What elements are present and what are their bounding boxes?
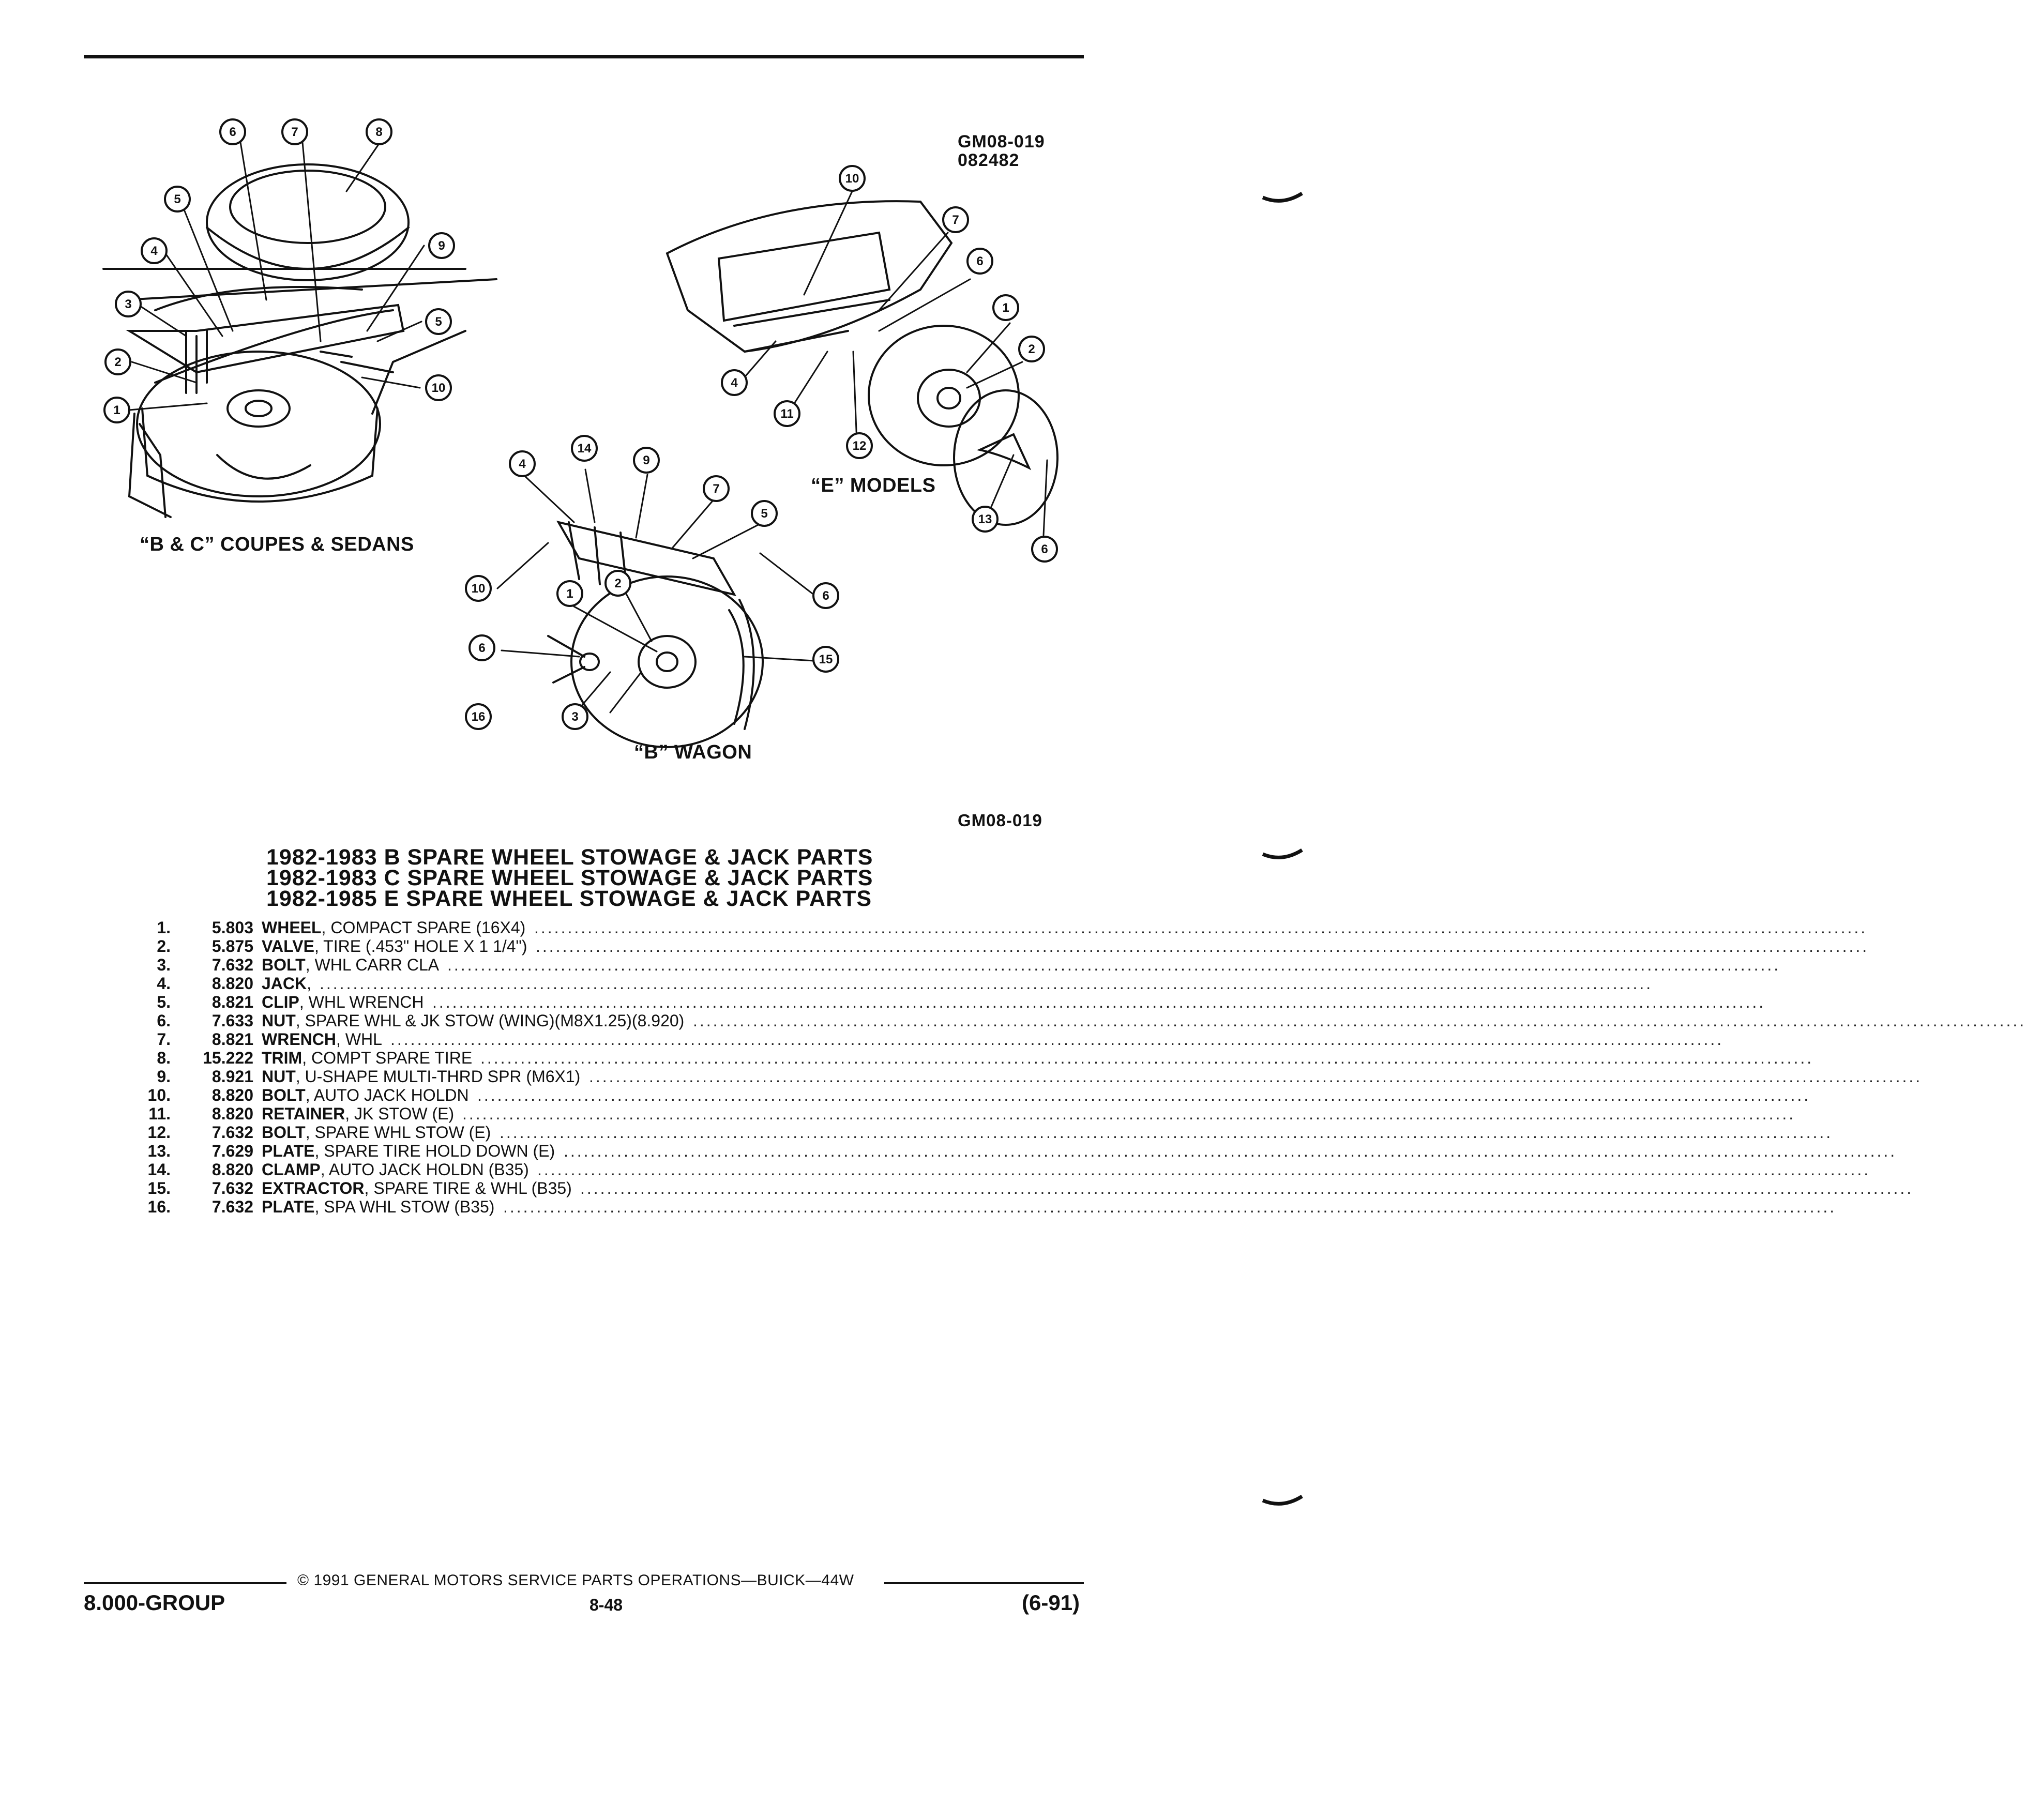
revision-date: (6-91) — [1022, 1590, 1080, 1615]
svg-text:2: 2 — [1028, 342, 1035, 356]
part-group: 5.875 — [211, 937, 253, 956]
part-detail: , SPA WHL STOW (B35) — [314, 1197, 495, 1216]
parts-titles — [266, 847, 873, 909]
part-row — [109, 1160, 1871, 1179]
label-b-wagon: “B” WAGON — [634, 741, 752, 763]
leader-dots: ........................................................................................................................................................................................................ — [580, 1179, 1914, 1197]
part-name: RETAINER — [262, 1104, 345, 1123]
part-number: 11. — [148, 1104, 171, 1123]
part-detail: , SPARE TIRE & WHL (B35) — [364, 1179, 572, 1197]
part-row — [109, 974, 1653, 993]
part-description — [262, 993, 1766, 1011]
figure-reference: GM08-019 — [958, 811, 1042, 830]
part-name: CLIP — [262, 993, 299, 1011]
part-number: 9. — [157, 1067, 171, 1086]
part-number: 6. — [157, 1011, 171, 1030]
part-group: 7.633 — [211, 1011, 253, 1030]
part-number: 1. — [157, 918, 171, 937]
leader-dots: ........................................................................................................................................................................................................ — [447, 956, 1781, 974]
svg-text:3: 3 — [571, 710, 579, 724]
leader-dots: ........................................................................................................................................................................................................ — [462, 1104, 1796, 1123]
svg-text:10: 10 — [845, 172, 859, 186]
svg-text:11: 11 — [780, 407, 794, 421]
edge-mark-3 — [1262, 1494, 1303, 1515]
part-row — [109, 1142, 1897, 1160]
leader-dots: ........................................................................................................................................................................................................ — [390, 1030, 1724, 1049]
part-detail: , WHL CARR CLA — [305, 956, 440, 974]
part-number: 10. — [147, 1086, 171, 1104]
svg-text:16: 16 — [471, 710, 486, 724]
svg-text:6: 6 — [822, 589, 829, 603]
leader-dots: ........................................................................................................................................................................................................ — [432, 993, 1766, 1011]
svg-text:8: 8 — [375, 125, 383, 139]
svg-text:1: 1 — [566, 587, 573, 601]
part-name: WHEEL — [262, 918, 322, 937]
part-row — [109, 1123, 1833, 1142]
bc-coupe-drawing — [103, 164, 496, 517]
part-name: VALVE — [262, 937, 314, 956]
part-detail: , WHL — [336, 1030, 382, 1049]
part-description — [262, 1197, 1837, 1216]
part-number: 14. — [147, 1160, 171, 1179]
part-name: JACK — [262, 974, 307, 993]
leader-dots: ........................................................................................................................................................................................................ — [589, 1067, 1923, 1086]
title-c: 1982-1983 C SPARE WHEEL STOWAGE & JACK PARTS — [266, 866, 873, 890]
part-description — [262, 1011, 2026, 1030]
part-group: 7.632 — [211, 956, 253, 974]
part-row — [109, 1179, 1914, 1197]
part-number: 2. — [157, 937, 171, 956]
part-description — [262, 1123, 1833, 1142]
svg-text:4: 4 — [519, 457, 526, 471]
part-name: BOLT — [262, 1086, 306, 1104]
svg-text:4: 4 — [731, 376, 738, 390]
part-number: 5. — [157, 993, 171, 1011]
part-description — [262, 1030, 1724, 1049]
leader-dots: ........................................................................................................................................................................................................ — [320, 974, 1653, 993]
svg-text:4: 4 — [150, 244, 158, 258]
part-group: 8.820 — [211, 1104, 253, 1123]
part-row — [109, 1197, 1837, 1216]
group-number: 8.000-GROUP — [84, 1590, 225, 1615]
part-detail: , COMPT SPARE TIRE — [302, 1049, 473, 1067]
part-group: 7.632 — [211, 1197, 253, 1216]
svg-text:9: 9 — [643, 453, 650, 467]
part-row — [109, 937, 1869, 956]
part-detail: , COMPACT SPARE (16X4) — [321, 918, 526, 937]
part-description — [262, 918, 1868, 937]
page-number: 8-48 — [589, 1596, 623, 1614]
leader-dots: ........................................................................................................................................................................................................ — [480, 1049, 1814, 1067]
part-number: 16. — [147, 1197, 171, 1216]
part-detail: , JK STOW (E) — [345, 1104, 455, 1123]
svg-text:6: 6 — [478, 641, 486, 655]
part-detail: , WHL WRENCH — [299, 993, 424, 1011]
svg-text:1: 1 — [113, 403, 120, 417]
part-row — [109, 993, 1766, 1011]
part-group: 8.821 — [211, 1030, 253, 1049]
footer-rule-left — [84, 1582, 286, 1584]
part-detail: , AUTO JACK HOLDN — [305, 1086, 469, 1104]
part-group: 15.222 — [203, 1049, 253, 1067]
svg-text:5: 5 — [761, 507, 768, 521]
part-name: WRENCH — [262, 1030, 336, 1049]
part-row — [109, 956, 1781, 974]
part-group: 8.921 — [211, 1067, 253, 1086]
part-name: TRIM — [262, 1049, 303, 1067]
svg-text:1: 1 — [1002, 301, 1009, 315]
parts-illustration — [0, 0, 1307, 807]
part-detail: , SPARE WHL & JK STOW (WING)(M8X1.25)(8.920) — [295, 1011, 685, 1030]
part-row — [109, 1086, 1811, 1104]
part-description — [262, 1067, 1923, 1086]
part-name: NUT — [262, 1011, 296, 1030]
svg-text:5: 5 — [174, 192, 181, 206]
svg-text:7: 7 — [291, 125, 298, 139]
svg-text:5: 5 — [435, 315, 442, 329]
edge-mark-1 — [1262, 191, 1303, 212]
svg-text:14: 14 — [577, 442, 592, 456]
part-detail: , SPARE TIRE HOLD DOWN (E) — [314, 1142, 555, 1160]
part-row — [109, 1030, 1724, 1049]
part-number: 7. — [157, 1030, 171, 1049]
svg-text:6: 6 — [229, 125, 236, 139]
label-e-models: “E” MODELS — [811, 475, 936, 496]
part-description — [262, 974, 1653, 993]
part-name: PLATE — [262, 1197, 315, 1216]
part-group: 5.803 — [211, 918, 253, 937]
part-number: 4. — [157, 974, 171, 993]
svg-text:7: 7 — [952, 213, 959, 227]
part-detail: , SPARE WHL STOW (E) — [305, 1123, 491, 1142]
part-description — [262, 956, 1781, 974]
parts-list — [109, 918, 2026, 1216]
svg-text:6: 6 — [976, 254, 984, 268]
svg-text:3: 3 — [125, 297, 132, 311]
part-number: 8. — [157, 1049, 171, 1067]
part-group: 8.820 — [211, 1086, 253, 1104]
svg-text:7: 7 — [713, 482, 720, 496]
leader-dots: ........................................................................................................................................................................................................ — [500, 1123, 1833, 1142]
part-description — [262, 1179, 1914, 1197]
copyright-notice: © 1991 GENERAL MOTORS SERVICE PARTS OPERATIONS—BUICK—44W — [297, 1572, 854, 1589]
part-name: CLAMP — [262, 1160, 321, 1179]
part-description — [262, 937, 1869, 956]
svg-text:10: 10 — [471, 582, 486, 596]
part-group: 8.821 — [211, 993, 253, 1011]
leader-dots: ........................................................................................................................................................................................................ — [534, 918, 1868, 937]
part-name: PLATE — [262, 1142, 315, 1160]
part-name: EXTRACTOR — [262, 1179, 365, 1197]
leader-dots: ........................................................................................................................................................................................................ — [477, 1086, 1811, 1104]
svg-text:10: 10 — [431, 381, 446, 395]
part-group: 8.820 — [211, 1160, 253, 1179]
part-group: 7.632 — [211, 1123, 253, 1142]
figure-code-line2: 082482 — [958, 150, 1020, 170]
part-number: 3. — [157, 956, 171, 974]
part-row — [109, 1104, 1796, 1123]
leader-dots: ........................................................................................................................................................................................................ — [536, 937, 1869, 956]
leader-dots: ........................................................................................................................................................................................................ — [537, 1160, 1871, 1179]
part-number: 15. — [147, 1179, 171, 1197]
part-description — [262, 1086, 1811, 1104]
part-description — [262, 1104, 1796, 1123]
title-b: 1982-1983 B SPARE WHEEL STOWAGE & JACK PARTS — [266, 845, 873, 870]
footer-rule-right — [884, 1582, 1084, 1584]
part-name: BOLT — [262, 1123, 306, 1142]
svg-text:2: 2 — [614, 577, 622, 590]
part-description — [262, 1142, 1897, 1160]
part-detail: , U-SHAPE MULTI-THRD SPR (M6X1) — [295, 1067, 581, 1086]
svg-text:13: 13 — [978, 512, 992, 526]
part-name: BOLT — [262, 956, 306, 974]
part-group: 7.632 — [211, 1179, 253, 1197]
part-row — [109, 1011, 2026, 1030]
svg-text:2: 2 — [114, 355, 122, 369]
edge-mark-2 — [1262, 848, 1303, 869]
part-detail: , TIRE (.453" HOLE X 1 1/4") — [314, 937, 527, 956]
leader-dots: ........................................................................................................................................................................................................ — [693, 1011, 2026, 1030]
part-detail: , AUTO JACK HOLDN (B35) — [320, 1160, 529, 1179]
leader-dots: ........................................................................................................................................................................................................ — [564, 1142, 1897, 1160]
part-number: 13. — [147, 1142, 171, 1160]
part-row — [109, 1049, 1814, 1067]
svg-text:12: 12 — [852, 439, 867, 453]
part-name: NUT — [262, 1067, 296, 1086]
part-row — [109, 918, 1868, 937]
part-group: 8.820 — [211, 974, 253, 993]
figure-code-line1: GM08-019 — [958, 132, 1045, 151]
part-group: 7.629 — [211, 1142, 253, 1160]
svg-text:6: 6 — [1041, 542, 1048, 556]
leader-dots: ........................................................................................................................................................................................................ — [503, 1197, 1837, 1216]
svg-text:9: 9 — [438, 239, 445, 253]
part-row — [109, 1067, 1923, 1086]
svg-text:15: 15 — [819, 653, 833, 666]
title-e: 1982-1985 E SPARE WHEEL STOWAGE & JACK PARTS — [266, 886, 872, 911]
label-bc-coupes-sedans: “B & C” COUPES & SEDANS — [140, 534, 414, 555]
part-description — [262, 1160, 1871, 1179]
part-description — [262, 1049, 1814, 1067]
part-number: 12. — [147, 1123, 171, 1142]
part-detail: , — [307, 974, 312, 993]
